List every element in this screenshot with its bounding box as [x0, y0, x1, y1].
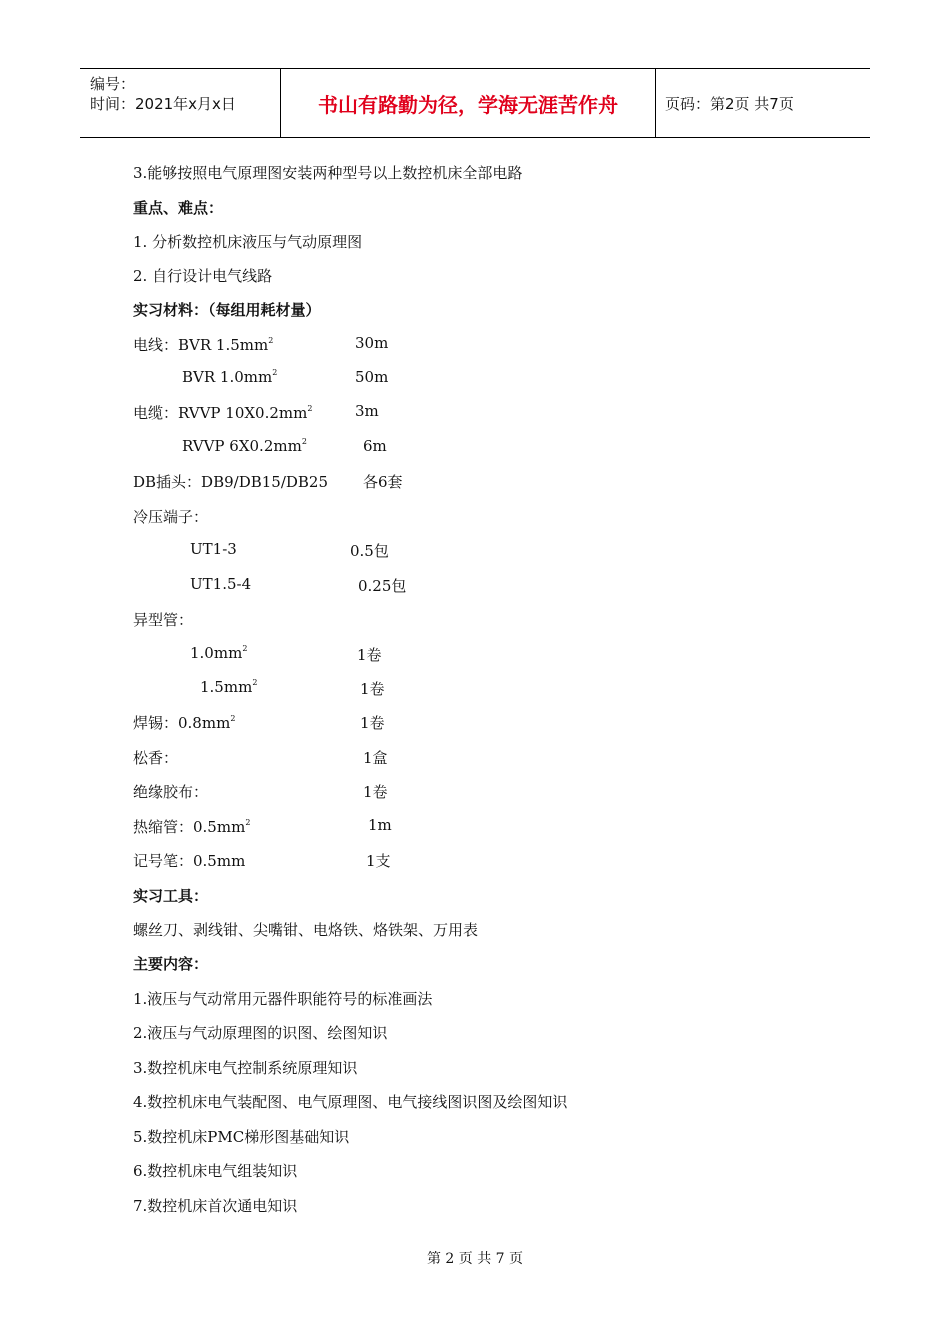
page-footer: 第 2 页 共 7 页 [426, 1251, 524, 1267]
content-heading: 主要内容： [133, 955, 209, 973]
material-qty: 6m [363, 437, 387, 455]
material-name: 热缩管：$0.5mm^2$ [133, 818, 251, 836]
header-motto: 书山有路勤为径，学海无涯苦作舟 [280, 69, 656, 137]
material-qty: 0.5包 [350, 542, 389, 560]
material-qty: 1卷 [357, 646, 382, 664]
header-info [80, 69, 280, 137]
content-item: 2.液压与气动原理图的识图、绘图知识 [133, 1024, 388, 1042]
material-qty: 30m [355, 334, 389, 352]
material-name: 电线：BVR $1.5mm^2$ [133, 336, 274, 354]
header-page-number: 页码：第2页 共7页 [665, 94, 794, 113]
material-qty: 各6套 [363, 473, 403, 491]
material-name: 松香： [133, 749, 179, 767]
material-qty: 3m [355, 402, 379, 420]
material-name: RVVP $6X0.2mm^2$ [182, 437, 307, 455]
material-name: UT1.5-4 [190, 575, 252, 593]
material-name: 电缆：RVVP $10X0.2mm^2$ [133, 404, 313, 422]
material-name: BVR $1.0mm^2$ [182, 368, 278, 386]
material-name: 异型管： [133, 611, 194, 629]
page-header [80, 68, 870, 138]
material-qty: 1卷 [360, 714, 385, 732]
tools-heading: 实习工具： [133, 887, 209, 905]
document-number: 编号： [90, 75, 136, 93]
key-point-1: 1. 分析数控机床液压与气动原理图 [133, 233, 363, 251]
material-qty: 1支 [366, 852, 391, 870]
material-qty: 50m [355, 368, 389, 386]
material-qty: 0.25包 [358, 577, 407, 595]
material-name: 绝缘胶布： [133, 783, 209, 801]
material-name: 冷压端子： [133, 508, 209, 526]
key-points-heading: 重点、难点： [133, 199, 224, 217]
content-item: 6.数控机床电气组装知识 [133, 1162, 298, 1180]
material-name: 记号笔：0.5mm [133, 852, 246, 870]
key-point-2: 2. 自行设计电气线路 [133, 267, 273, 285]
content-item: 7.数控机床首次通电知识 [133, 1197, 298, 1215]
material-qty: 1m [368, 816, 392, 834]
material-name: $1.0mm^2$ [190, 644, 248, 662]
material-qty: 1卷 [363, 783, 388, 801]
material-name: 焊锡：$0.8mm^2$ [133, 714, 236, 732]
materials-heading: 实习材料：（每组用耗材量） [133, 301, 321, 319]
content-item: 3.数控机床电气控制系统原理知识 [133, 1059, 358, 1077]
material-name: UT1-3 [190, 540, 237, 558]
document-date: 时间：2021年x月x日 [90, 95, 236, 113]
material-name: DB插头：DB9/DB15/DB25 [133, 473, 329, 491]
content-item: 4.数控机床电气装配图、电气原理图、电气接线图识图及绘图知识 [133, 1093, 568, 1111]
material-qty: 1卷 [360, 680, 385, 698]
objective-3: 3.能够按照电气原理图安装两种型号以上数控机床全部电路 [133, 164, 523, 182]
material-name: $1.5mm^2$ [200, 678, 258, 696]
tools-list: 螺丝刀、剥线钳、尖嘴钳、电烙铁、烙铁架、万用表 [133, 921, 479, 939]
material-qty: 1盒 [363, 749, 388, 767]
content-item: 5.数控机床PMC梯形图基础知识 [133, 1128, 350, 1146]
content-item: 1.液压与气动常用元器件职能符号的标准画法 [133, 990, 433, 1008]
